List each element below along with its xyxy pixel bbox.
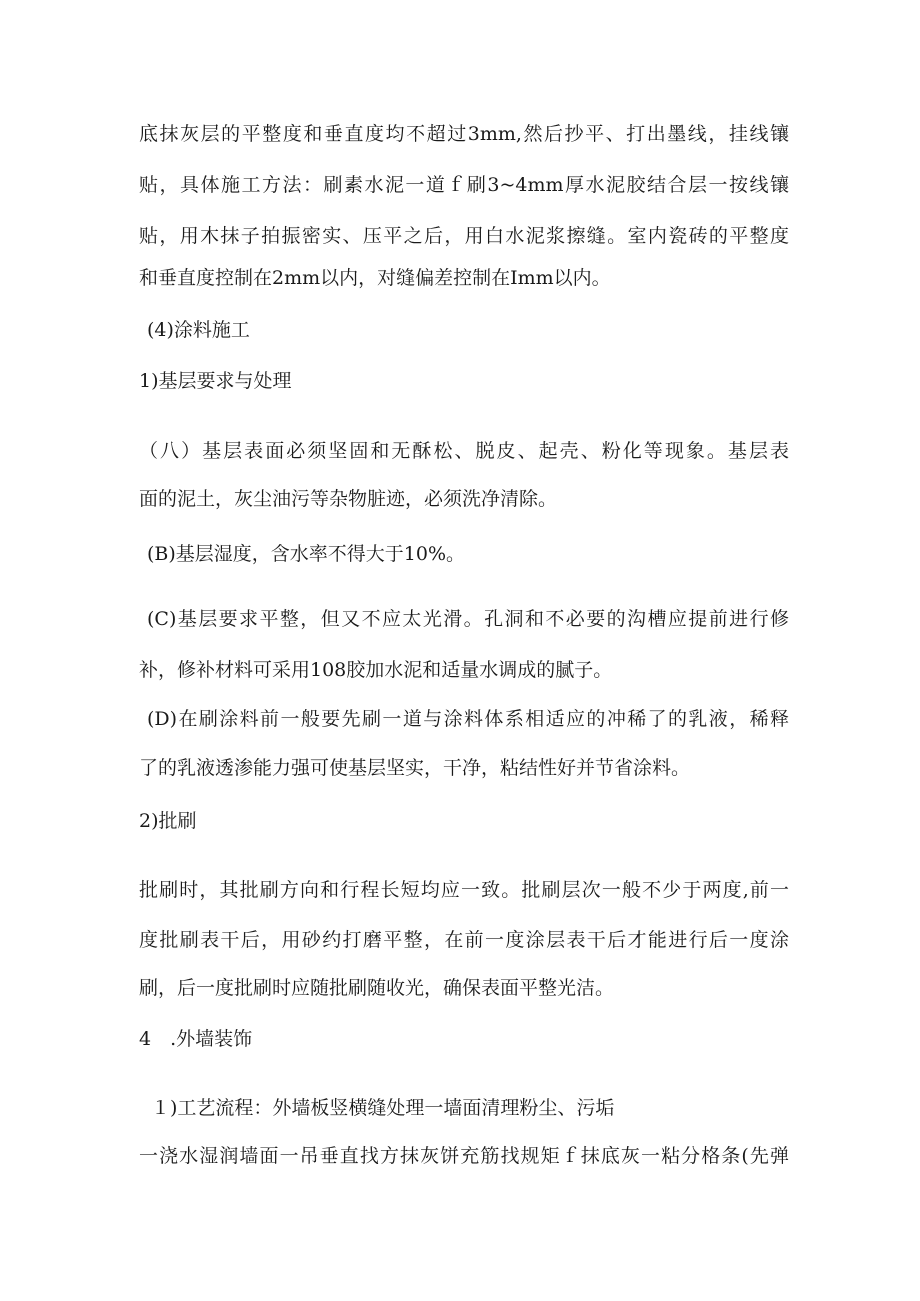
text-line: 刷，后一度批刷时应随批刷随收光，确保表面平整光洁。 bbox=[139, 977, 615, 999]
text-line: 补，修补材料可采用108胶加水泥和适量水调成的腻子。 bbox=[139, 659, 613, 681]
heading-exterior-decoration: 4 .外墙装饰 bbox=[139, 1028, 253, 1050]
text-line: 度批刷表干后，用砂约打磨平整，在前一度涂层表干后才能进行后一度涂 bbox=[139, 929, 789, 951]
text-line: 和垂直度控制在2mm以内，对缝偏差控制在Imm以内。 bbox=[139, 267, 611, 289]
heading-base-requirements: 1)基层要求与处理 bbox=[139, 370, 292, 392]
heading-batch-brushing: 2)批刷 bbox=[139, 810, 197, 832]
text-line: 批刷时，其批刷方向和行程长短均应一致。批刷层次一般不少于两度,前一 bbox=[139, 879, 789, 901]
text-line: (D)在刷涂料前一般要先刷一道与涂料体系相适应的冲稀了的乳液，稀释 bbox=[147, 708, 789, 730]
paragraph-item-b: (B)基层湿度，含水率不得大于10%。 bbox=[147, 543, 466, 565]
text-line: （八）基层表面必须坚固和无酥松、脱皮、起壳、粉化等现象。基层表 bbox=[139, 440, 789, 462]
text-line: 贴，具体施工方法：刷素水泥一道ｆ刷3~4mm厚水泥胶结合层一按线镶 bbox=[139, 174, 789, 196]
text-line: 一浇水湿润墙面一吊垂直找方抹灰饼充筋找规矩ｆ抹底灰一粘分格条(先弹 bbox=[139, 1145, 789, 1167]
text-line: 了的乳液透渗能力强可使基层坚实，干净，粘结性好并节省涂料。 bbox=[139, 757, 691, 779]
heading-coating: (4)涂料施工 bbox=[147, 319, 250, 341]
text-line: (C)基层要求平整，但又不应太光滑。孔洞和不必要的沟槽应提前进行修 bbox=[147, 608, 789, 630]
text-line: 面的泥土，灰尘油污等杂物脏迹，必须洗净清除。 bbox=[139, 488, 558, 510]
text-line: 贴，用木抹子拍振密实、压平之后，用白水泥浆擦缝。室内瓷砖的平整度 bbox=[139, 225, 789, 247]
text-line: １)工艺流程：外墙板竖横缝处理一墙面清理粉尘、污垢 bbox=[151, 1097, 615, 1119]
text-line: 底抹灰层的平整度和垂直度均不超过3mm,然后抄平、打出墨线，挂线镶 bbox=[139, 123, 789, 145]
